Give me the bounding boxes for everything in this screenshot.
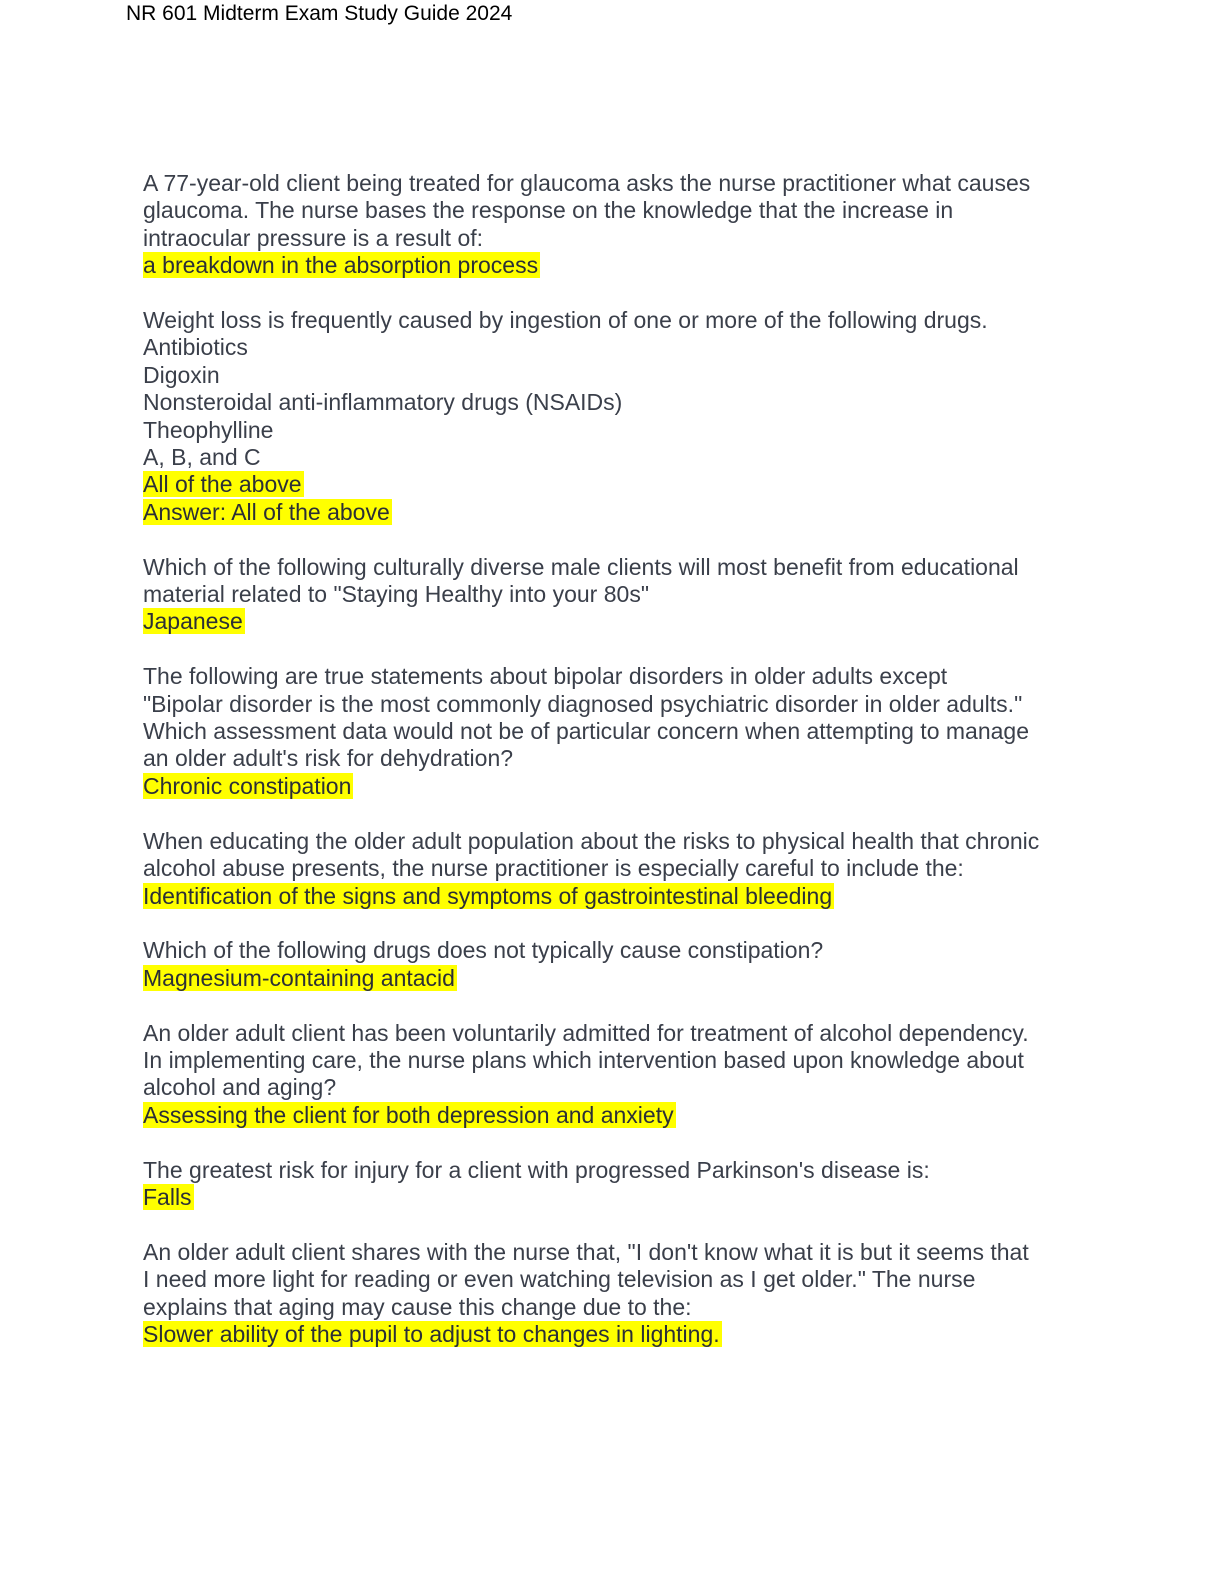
question-line: Weight loss is frequently caused by ingestion of one or more of the following drugs.	[143, 307, 988, 334]
question-line: A, B, and C	[143, 444, 261, 471]
question-line: alcohol abuse presents, the nurse practitioner is especially careful to include the:	[143, 855, 964, 882]
question-block	[143, 663, 1103, 800]
highlighted-answer: Slower ability of the pupil to adjust to changes in lighting.	[143, 1320, 720, 1347]
question-line: "Bipolar disorder is the most commonly diagnosed psychiatric disorder in older adults."	[143, 690, 1023, 717]
question-line: Antibiotics	[143, 334, 248, 361]
question-block	[143, 1020, 1103, 1130]
answer-line	[143, 608, 1103, 635]
highlighted-answer: Chronic constipation	[143, 772, 352, 799]
question-block	[143, 828, 1103, 910]
question-line: an older adult's risk for dehydration?	[143, 745, 514, 772]
answer-line	[143, 773, 1103, 800]
question-line: Digoxin	[143, 361, 220, 388]
question-block	[143, 554, 1103, 636]
question-line: An older adult client has been voluntarily admitted for treatment of alcohol dependency.	[143, 1019, 1029, 1046]
question-line: The greatest risk for injury for a client with progressed Parkinson's disease is:	[143, 1156, 930, 1183]
question-block	[143, 1157, 1103, 1212]
question-block	[143, 937, 1103, 992]
question-line: When educating the older adult population about the risks to physical health that chronic	[143, 827, 1040, 854]
highlighted-answer: Identification of the signs and symptoms of gastrointestinal bleeding	[143, 882, 833, 909]
highlighted-answer: Answer: All of the above	[143, 498, 390, 525]
answer-line	[143, 252, 1103, 279]
question-line: Which assessment data would not be of particular concern when attempting to manage	[143, 718, 1029, 745]
question-block	[143, 170, 1103, 280]
study-guide-body	[143, 170, 1103, 1376]
answer-line	[143, 883, 1103, 910]
question-line: explains that aging may cause this change due to the:	[143, 1293, 692, 1320]
question-line: In implementing care, the nurse plans which intervention based upon knowledge about	[143, 1046, 1024, 1073]
question-line: Which of the following culturally diverse male clients will most benefit from educational	[143, 553, 1019, 580]
question-block	[143, 1239, 1103, 1349]
question-line: intraocular pressure is a result of:	[143, 224, 484, 251]
question-line: A 77-year-old client being treated for glaucoma asks the nurse practitioner what causes	[143, 170, 1031, 196]
question-line: I need more light for reading or even watching television as I get older." The nurse	[143, 1266, 976, 1293]
highlighted-answer: Magnesium-containing antacid	[143, 964, 455, 991]
page-title: NR 601 Midterm Exam Study Guide 2024	[126, 2, 513, 25]
highlighted-answer: Falls	[143, 1183, 192, 1210]
highlighted-answer: All of the above	[143, 471, 302, 498]
question-line: material related to "Staying Healthy into your 80s"	[143, 581, 649, 608]
question-line: Theophylline	[143, 416, 274, 443]
highlighted-answer: Assessing the client for both depression and anxiety	[143, 1101, 674, 1128]
question-line: alcohol and aging?	[143, 1074, 337, 1101]
question-block	[143, 307, 1103, 526]
question-line: glaucoma. The nurse bases the response on the knowledge that the increase in	[143, 197, 954, 224]
question-line: An older adult client shares with the nurse that, "I don't know what it is but it seems that	[143, 1238, 1029, 1265]
question-line: Which of the following drugs does not typically cause constipation?	[143, 937, 824, 964]
answer-line	[143, 965, 1103, 992]
answer-line	[143, 471, 1103, 498]
answer-line	[143, 499, 1103, 526]
answer-line	[143, 1184, 1103, 1211]
highlighted-answer: a breakdown in the absorption process	[143, 252, 539, 279]
answer-line	[143, 1102, 1103, 1129]
highlighted-answer: Japanese	[143, 608, 243, 635]
answer-line	[143, 1321, 1103, 1348]
question-line: The following are true statements about bipolar disorders in older adults except	[143, 663, 948, 690]
question-line: Nonsteroidal anti-inflammatory drugs (NSAIDs)	[143, 389, 623, 416]
